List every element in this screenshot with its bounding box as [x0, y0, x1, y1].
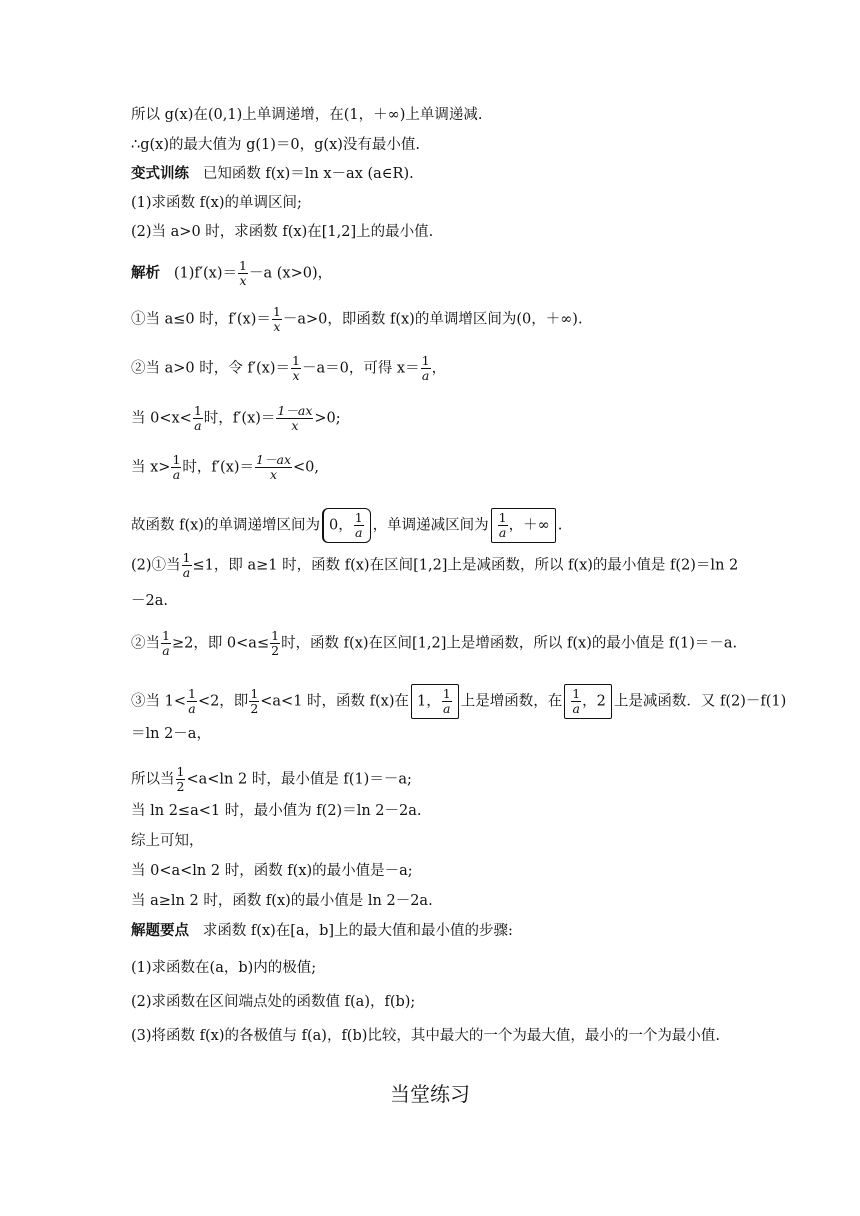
fraction: $\frac{1}{2}$	[176, 764, 185, 794]
section-label: 解题要点	[131, 922, 189, 939]
analysis-line: 解析 (1)f′(x)＝ $\frac{1}{x}$ －a (x>0)，	[131, 258, 333, 288]
text-line: 当 x> $\frac{1}{a}$ 时，f′(x)＝ $\frac{1-ax}{x}$ <0,	[131, 452, 319, 482]
interval-bracket: 0， $\frac{1}{a}$	[322, 508, 371, 543]
section-title: 当堂练习	[390, 1082, 470, 1106]
variant-exercise	[131, 164, 760, 184]
text-line: ①当 a≤0 时，f′(x)＝ $\frac{1}{x}$ －a>0，即函数 f(x)的单调增区间为(0，＋∞).	[131, 304, 583, 334]
fraction: $\frac{1}{a}$	[182, 550, 191, 580]
interval-bracket: $\frac{1}{a}$ ，2	[564, 684, 612, 719]
text-line: ∴g(x)的最大值为 g(1)＝0，g(x)没有最小值.	[131, 137, 421, 153]
text-line: 故函数 f(x)的单调递增区间为 0， $\frac{1}{a}$ ，单调递减区间为 $\frac{1}{a}$ ，＋∞ .	[131, 508, 760, 543]
text-line: (1)求函数在(a，b)内的极值;	[131, 960, 317, 976]
text-line: ③当 1< $\frac{1}{a}$ <2，即 $\frac{1}{2}$ <a<1 时，函数 f(x)在 1， $\frac{1}{a}$ 上是增函数，在 $\frac{1}{a}$ ，2 上是减函数．又 f(2)－f(1)	[131, 684, 760, 719]
section-label: 解析	[131, 264, 160, 282]
fraction: $\frac{1}{x}$	[272, 304, 281, 334]
text-line: (1)求函数 f(x)的单调区间;	[131, 195, 302, 211]
fraction: $\frac{1-ax}{x}$	[256, 452, 292, 482]
problem-statement: 已知函数 f(x)＝ln x－ax (a∈R).	[202, 166, 414, 182]
fraction: $\frac{1}{x}$	[292, 353, 300, 383]
fraction: $\frac{1-ax}{x}$	[277, 403, 313, 433]
text-line: 所以当 $\frac{1}{2}$ <a<ln 2 时，最小值是 f(1)＝－a;	[131, 764, 412, 794]
fraction: $\frac{1}{a}$	[172, 452, 181, 482]
text-line: 当 0<a<ln 2 时，函数 f(x)的最小值是－a;	[131, 863, 413, 879]
text-line: －2a.	[131, 593, 168, 609]
fraction: $\frac{1}{x}$	[239, 258, 247, 288]
fraction: $\frac{1}{a}$	[193, 403, 202, 433]
text-line: (3)将函数 f(x)的各极值与 f(a)，f(b)比较，其中最大的一个为最大值，最小的一个为最小值.	[131, 1028, 721, 1044]
interval-bracket: $\frac{1}{a}$ ，＋∞	[491, 508, 556, 543]
fraction: $\frac{1}{a}$	[162, 628, 170, 658]
fraction: $\frac{1}{2}$	[271, 628, 280, 658]
fraction: $\frac{1}{a}$	[187, 686, 196, 716]
fraction: $\frac{1}{a}$	[421, 353, 430, 383]
text-line: 当 a≥ln 2 时，函数 f(x)的最小值是 ln 2－2a.	[131, 893, 433, 909]
text-line: (2)求函数在区间端点处的函数值 f(a)，f(b);	[131, 994, 416, 1010]
text-line: ②当 $\frac{1}{a}$ ≥2，即 0<a≤ $\frac{1}{2}$ 时，函数 f(x)在区间[1,2]上是增函数，所以 f(x)的最小值是 f(1)＝－a.	[131, 628, 738, 658]
text-line: 所以 g(x)在(0,1)上单调递增，在(1，＋∞)上单调递减.	[131, 107, 483, 123]
text-line: ＝ln 2－a，	[131, 726, 211, 742]
text-line: 综上可知，	[131, 833, 204, 849]
text-line: ②当 a>0 时，令 f′(x)＝ $\frac{1}{x}$ －a＝0，可得 x＝ $\frac{1}{a}$ ，	[131, 353, 447, 383]
text-line: (2)①当 $\frac{1}{a}$ ≤1，即 a≥1 时，函数 f(x)在区间[1,2]上是减函数，所以 f(x)的最小值是 f(2)＝ln 2	[131, 550, 739, 580]
text-line: 当 ln 2≤a<1 时，最小值为 f(2)＝ln 2－2a.	[131, 803, 422, 819]
key-points: 解题要点 求函数 f(x)在[a，b]上的最大值和最小值的步骤:	[131, 922, 513, 939]
text-line: (2)当 a>0 时，求函数 f(x)在[1,2]上的最小值.	[131, 224, 434, 240]
section-label: 变式训练	[131, 165, 189, 182]
text-line: 当 0<x< $\frac{1}{a}$ 时，f′(x)＝ $\frac{1-ax}{x}$ >0;	[131, 403, 341, 433]
interval-bracket: 1， $\frac{1}{a}$	[411, 684, 459, 719]
fraction: $\frac{1}{2}$	[250, 686, 259, 716]
